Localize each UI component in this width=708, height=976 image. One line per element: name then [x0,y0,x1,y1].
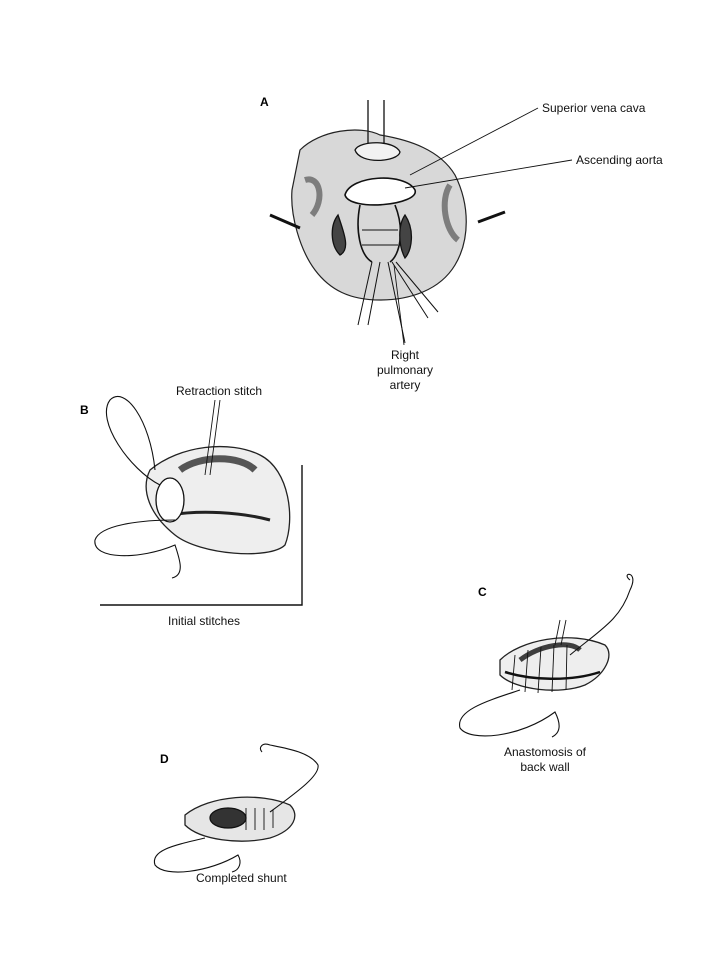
panel-b-letter: B [80,403,89,417]
graft-join-d [210,808,246,828]
label-rpa-line2: pulmonary [376,363,434,377]
panel-d-drawing [154,744,318,872]
caption-initial-stitches: Initial stitches [168,614,241,628]
svc-stump [355,143,400,161]
label-rpa-line3: artery [389,378,421,392]
label-rpa-line1: Right [390,348,419,362]
thread-lower-d [154,838,240,872]
panel-a-letter: A [260,95,269,109]
label-ascending-aorta: Ascending aorta [576,153,663,167]
caption-completed-shunt: Completed shunt [196,871,287,885]
caption-anastomosis-line2: back wall [520,760,570,774]
panel-b-drawing [95,396,302,605]
label-superior-vena-cava: Superior vena cava [542,101,646,115]
thread-lower-c [460,690,560,737]
panel-c-letter: C [478,585,487,599]
caption-anastomosis-line1: Anastomosis of [503,745,587,759]
panel-d-letter: D [160,752,169,766]
label-retraction-stitch: Retraction stitch [176,384,263,398]
leader-svc [410,108,538,175]
panel-a-drawing [270,100,572,345]
